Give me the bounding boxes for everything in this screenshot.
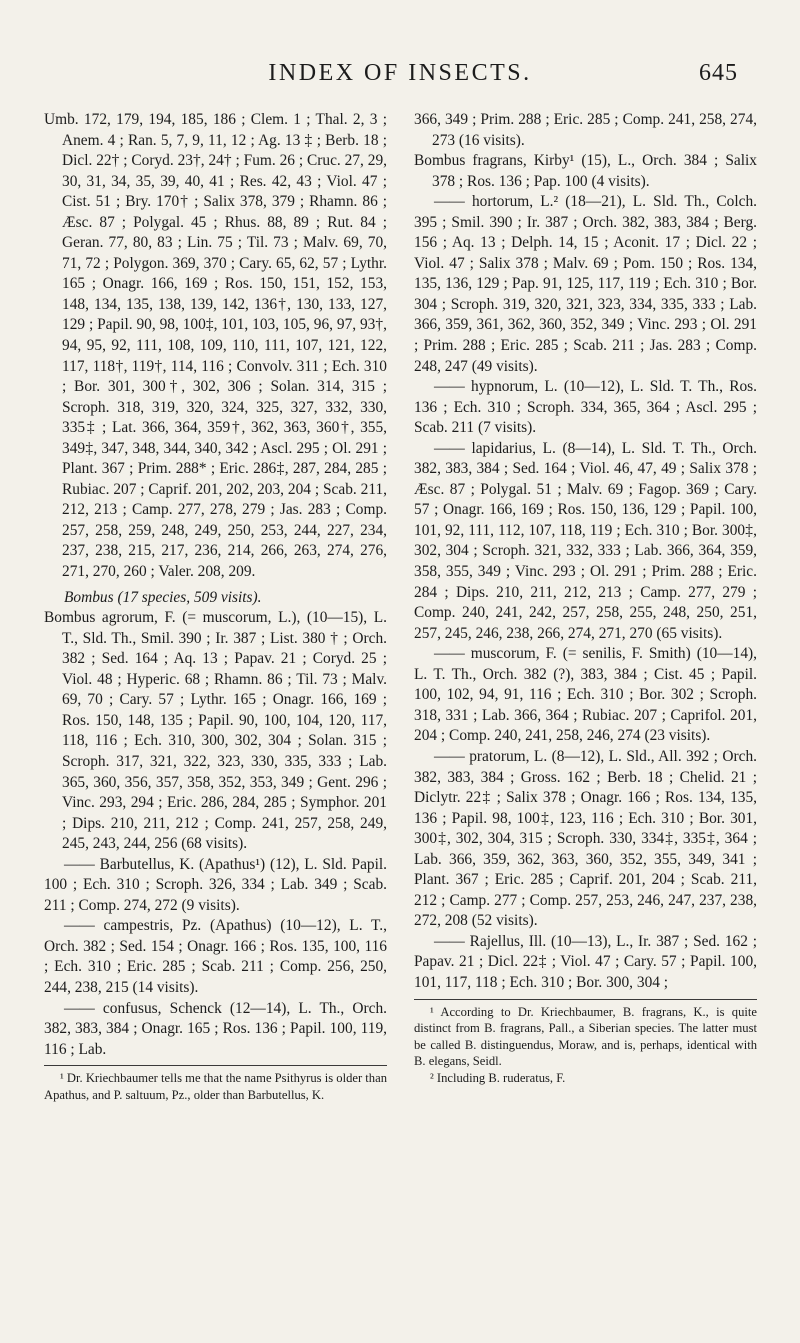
running-title: INDEX OF INSECTS. xyxy=(268,60,532,86)
footnote: ¹ Dr. Kriechbaumer tells me that the name Psithyrus is older than Apathus, and P. saltuum, Pz., older than Barbutellus, K. xyxy=(44,1071,387,1102)
index-entry: —— hypnorum, L. (10—12), L. Sld. T. Th., Ros. 136 ; Ech. 310 ; Scroph. 334, 365, 364 ; Ascl. 295 ; Scab. 211 (7 visits). xyxy=(414,378,757,437)
index-entry: —— hortorum, L.² (18—21), L. Sld. Th., Colch. 395 ; Smil. 390 ; Ir. 387 ; Orch. 382, 383, 384 ; Berg. 156 ; Aq. 13 ; Delph. 14, 15 ; Aconit. 17 ; Dicl. 22 ; Viol. 47 ; Salix 378 ; Malv. 69 ; Pom. 150 ; Ros. 134, 135, 136, 129 ; Pap. 91, 125, 117, 119 ; Ech. 310 ; Bor. 304 ; Scroph. 319, 320, 321, 323, 334, 335, 333 ; Lab. 366, 359, 361, 362, 360, 352, 349 ; Vinc. 293 ; Ol. 291 ; Prim. 288 ; Eric. 285 ; Scab. 211 ; Jas. 283 ; Comp. 248, 247 (49 visits). xyxy=(414,193,757,375)
index-entry: —— lapidarius, L. (8—14), L. Sld. T. Th., Orch. 382, 383, 384 ; Sed. 164 ; Viol. 46, 47, 49 ; Salix 378 ; Æsc. 87 ; Polygal. 51 ; Malv. 69 ; Fagop. 369 ; Cary. 57 ; Onagr. 166, 169 ; Ros. 150, 136, 129 ; Papil. 100, 101, 92, 111, 112, 107, 118, 119 ; Ech. 310 ; Bor. 300‡, 302, 304 ; Scroph. 321, 332, 333 ; Lab. 366, 364, 359, 358, 355, 349 ; Vinc. 293 ; Ol. 291 ; Prim. 288 ; Eric. 284 ; Dips. 210, 211, 212, 213 ; Camp. 277, 279 ; Comp. 240, 241, 242, 257, 258, 255, 248, 250, 251, 257, 245, 246, 238, 266, 274, 271, 270 (65 visits). xyxy=(414,439,757,642)
index-entry: —— Barbutellus, K. (Apathus¹) (12), L. Sld. Papil. 100 ; Ech. 310 ; Scroph. 326, 334 ; Lab. 349 ; Scab. 211 ; Comp. 274, 272 (9 visits). xyxy=(44,855,387,914)
footnote-divider xyxy=(44,1065,387,1066)
index-entry-continuation: Umb. 172, 179, 194, 185, 186 ; Clem. 1 ; Thal. 2, 3 ; Anem. 4 ; Ran. 5, 7, 9, 11, 12 ; Ag. 13 ‡ ; Berb. 18 ; Dicl. 22† ; Coryd. 23†, 24† ; Fum. 26 ; Cruc. 27, 29, 30, 31, 34, 35, 39, 40, 41 ; Res. 42, 43 ; Viol. 47 ; Cist. 51 ; Bry. 170† ; Salix 378, 379 ; Rhamn. 86 ; Æsc. 87 ; Polygal. 45 ; Rhus. 88, 89 ; Rut. 84 ; Geran. 77, 80, 83 ; Lin. 75 ; Til. 73 ; Malv. 69, 70, 71, 72 ; Polygon. 369, 370 ; Cary. 65, 62, 57 ; Lythr. 165 ; Onagr. 166, 169 ; Ros. 150, 151, 152, 153, 148, 134, 135, 138, 139, 142, 136†, 130, 133, 127, 129 ; Papil. 90, 98, 100‡, 101, 103, 105, 96, 97, 93†, 94, 95, 92, 111, 108, 109, 110, 111, 107, 121, 122, 117, 118†, 119†, 114, 116 ; Convolv. 311 ; Ech. 310 ; Bor. 301, 300†, 302, 306 ; Solan. 314, 315 ; Scroph. 318, 319, 320, 324, 325, 327, 332, 330, 335‡ ; Lat. 366, 364, 359†, 362, 363, 360†, 355, 349‡, 347, 348, 344, 340, 342 ; Ascl. 295 ; Ol. 291 ; Plant. 367 ; Prim. 288* ; Eric. 286‡, 287, 284, 285 ; Rubiac. 207 ; Caprif. 201, 202, 203, 204 ; Scab. 211, 212, 213 ; Camp. 277, 278, 279 ; Jas. 283 ; Comp. 257, 258, 259, 248, 249, 250, 253, 244, 227, 234, 237, 238, 215, 217, 236, 214, 266, 263, 274, 276, 271, 270, 260 ; Valer. 208, 209. xyxy=(44,111,387,581)
footnote: ¹ According to Dr. Kriechbaumer, B. fragrans, K., is quite distinct from B. fragrans, Pall., a Siberian species. The latter must be called B. distinguendus, Moraw, and is, perhaps, identical with B. elegans, Seidl. xyxy=(414,1004,757,1069)
index-entry: —— muscorum, F. (= senilis, F. Smith) (10—14), L. T. Th., Orch. 382 (?), 383, 384 ; Cist. 45 ; Papil. 100, 102, 94, 91, 116 ; Ech. 310 ; Bor. 302 ; Scroph. 318, 331 ; Lab. 366, 364 ; Rubiac. 207 ; Caprifol. 201, 204 ; Comp. 240, 241, 258, 246, 274 (23 visits). xyxy=(414,645,757,745)
index-entry: —— confusus, Schenck (12—14), L. Th., Orch. 382, 383, 384 ; Onagr. 165 ; Ros. 136 ; Papil. 100, 119, 116 ; Lab. xyxy=(44,999,387,1058)
index-entry: Bombus agrorum, F. (= muscorum, L.), (10—15), L. T., Sld. Th., Smil. 390 ; Ir. 387 ; List. 380 † ; Orch. 382 ; Sed. 164 ; Aq. 13 ; Papav. 21 ; Coryd. 25 ; Viol. 48 ; Hyperic. 68 ; Rhamn. 86 ; Til. 73 ; Malv. 69, 70 ; Cary. 57 ; Lythr. 165 ; Onagr. 166, 169 ; Ros. 150, 148, 135 ; Papil. 90, 100, 104, 120, 117, 118, 116 ; Ech. 310, 300, 302, 304 ; Solan. 315 ; Scroph. 317, 321, 322, 323, 330, 335, 333 ; Lab. 365, 360, 356, 357, 358, 352, 353, 349 ; Gent. 296 ; Vinc. 293, 294 ; Eric. 286, 284, 285 ; Symphor. 201 ; Dips. 210, 211, 212 ; Comp. 241, 257, 258, 249, 245, 243, 244, 256 (68 visits). xyxy=(44,609,387,853)
page-number: 645 xyxy=(699,60,738,86)
footnote-divider xyxy=(414,999,757,1000)
index-entry: —— pratorum, L. (8—12), L. Sld., All. 392 ; Orch. 382, 383, 384 ; Gross. 162 ; Berb. 18 ; Chelid. 21 ; Diclytr. 22‡ ; Salix 378 ; Onagr. 166 ; Ros. 134, 135, 136 ; Papil. 98, 100‡, 123, 116 ; Ech. 310 ; Bor. 301, 300‡, 302, 304, 315 ; Scroph. 330, 334‡, 335‡, 364 ; Lab. 366, 359, 362, 363, 360, 352, 355, 349, 341 ; Plant. 367 ; Eric. 285 ; Caprif. 201, 204 ; Scab. 211, 212 ; Camp. 277 ; Comp. 257, 253, 246, 247, 237, 238, 272, 208 (52 visits). xyxy=(414,747,757,930)
index-entry: Bombus fragrans, Kirby¹ (15), L., Orch. 384 ; Salix 378 ; Ros. 136 ; Pap. 100 (4 visits). xyxy=(414,152,757,190)
index-entry: —— campestris, Pz. (Apathus) (10—12), L. T., Orch. 382 ; Sed. 154 ; Onagr. 166 ; Ros. 135, 100, 116 ; Ech. 310 ; Eric. 285 ; Scab. 211 ; Comp. 256, 250, 244, 238, 215 (14 visits). xyxy=(44,917,387,996)
left-column xyxy=(44,110,387,1103)
section-heading: Bombus (17 species, 509 visits). xyxy=(64,588,262,606)
right-column xyxy=(414,110,757,1086)
index-entry-continuation: 366, 349 ; Prim. 288 ; Eric. 285 ; Comp. 241, 258, 274, 273 (16 visits). xyxy=(414,111,757,149)
footnote: ² Including B. ruderatus, F. xyxy=(430,1070,566,1085)
index-entry: —— Rajellus, Ill. (10—13), L., Ir. 387 ; Sed. 162 ; Papav. 21 ; Dicl. 22‡ ; Viol. 47 ; Cary. 57 ; Papil. 100, 101, 117, 118 ; Ech. 310 ; Bor. 300, 304 ; xyxy=(414,932,757,991)
page-header xyxy=(0,58,800,92)
